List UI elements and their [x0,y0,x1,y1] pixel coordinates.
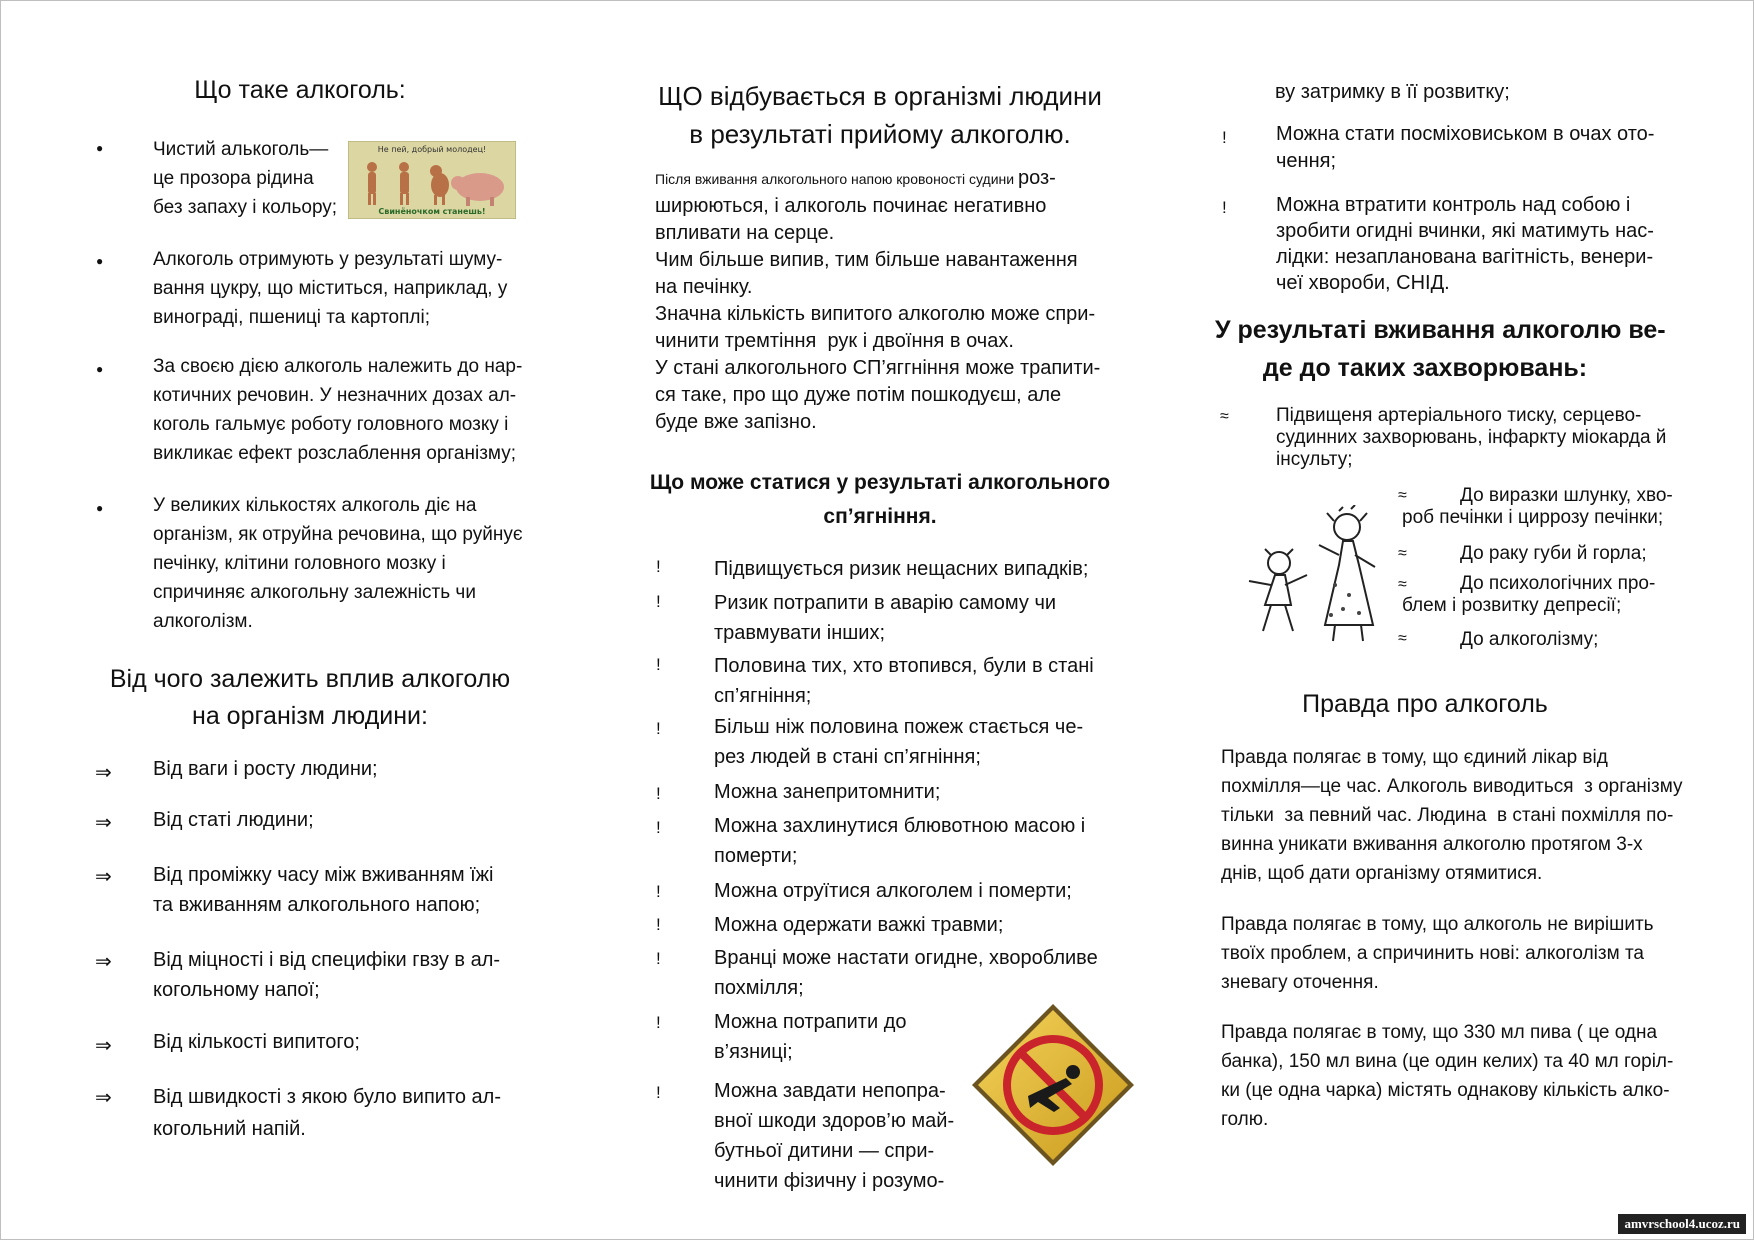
list-item-text: Від швидкості з якою було випито ал- когольний напій. [153,1086,502,1140]
bullet-icon: ● [96,254,104,268]
truth-title: Правда про алкоголь [1302,690,1548,718]
list-item-text: Чистий алькоголь— це прозора рідина без запаху і кольору; [153,139,338,218]
list-item-text: До раку губи й горла; [1460,543,1647,564]
list-item-text: Ризик потрапити в аварію самому чи травмувати інших; [714,592,1057,644]
list-item-text: Можна стати посміховиськом в очах ото- чення; [1276,123,1655,172]
list-item-text: Від проміжку часу між вживанням їжі та вживанням алкогольного напою; [153,864,494,916]
bullet-icon: ● [96,362,104,376]
arrow-icon: ⇒ [95,866,112,888]
list-item-text: Підвищеня артеріального тиску, серцево- судинних захворювань, інфаркту міокарда й інсульту; [1276,405,1667,470]
list-item-text: Вранці може настати огидне, хворобливе похмілля; [714,947,1098,999]
arrow-icon: ⇒ [95,762,112,784]
list-item-text: Від міцності і від специфіки гвзу в ал- когольному напої; [153,949,501,1001]
list-item-text: У великих кількостях алкоголь діє на організм, як отруйна речовина, що руйнує печінку, клітини головного мозку і спричиняє алкогольну залежність чи алкоголізм. [153,495,523,632]
list-item-text: До алкоголізму; [1460,629,1599,650]
exclamation-icon: ! [656,784,661,803]
arrow-icon: ⇒ [95,951,112,973]
no-drinking-sign-icon [968,1000,1138,1170]
list-item-text: Від кількості випитого; [153,1031,360,1053]
approx-icon: ≈ [1398,545,1407,562]
truth-paragraph: Правда полягає в тому, що єдиний лікар від похмілля—це час. Алкоголь виводиться з організму тільки за певний час. Людина в стані похмілля по- винна уникати вживання алкоголю протягом 3-х днів, щоб дати організму отямитися. [1221,747,1683,884]
exclamation-icon: ! [656,592,661,611]
col2-subtitle: Що може статися у результаті алкогольного сп’ягніння. [649,471,1111,528]
list-item-text: Можна втратити контроль над собою і зробити огидні вчинки, які матимуть нас- лідки: незапланована вагітність, венери- чеї хвороби, СНІД. [1276,194,1654,294]
list-item-text: Більш ніж половина пожеж стається че- рез людей в стані сп’ягніння; [714,716,1084,768]
intro-text: роз- ширюються, і алкоголь починає негативно впливати на серце. Чим більше випив, тим більше навантаження на печінку. Значна кількість випитого алкоголю може спри- чинити тремтіння рук і двоїння в очах. У стані алкогольного СП’яггніння може трапити- ся таке, про що дуже потім пошкодуєш, але буде вже запізно. [655,167,1101,433]
exclamation-icon: ! [656,1013,661,1032]
approx-icon: ≈ [1398,487,1407,504]
list-item-text: До психологічних про- блем і розвитку депресії; [1402,573,1656,616]
evolution-to-pig-image [348,141,516,219]
list-item-text: Можна потрапити до в’язниці; [714,1011,907,1063]
list-item-text: До виразки шлунку, хво- роб печінки і циррозу печінки; [1402,485,1673,528]
intro-small-text: Після вживання алкогольного напою кровоності судини [655,171,1018,187]
approx-icon: ≈ [1398,630,1407,647]
col2-intro [655,165,1125,436]
truth-paragraph: Правда полягає в тому, що 330 мл пива ( це одна банка), 150 мл вина (це один келих) та 40 мл горіл- ки (це одна чарка) містять однакову кількість алко- голю. [1221,1022,1674,1130]
exclamation-icon: ! [656,949,661,968]
approx-icon: ≈ [1220,408,1229,425]
exclamation-icon: ! [1222,198,1227,217]
image-top-text: Не пей, добрый молодец! [377,145,487,154]
list-item-text: Алкоголь отримують у результаті шуму- вання цукру, що міститься, наприклад, у винограді, пшениці та картоплі; [153,249,508,328]
image-bottom-text: Свинёночком станешь! [378,207,486,216]
list-item-text: Можна занепритомнити; [714,781,941,803]
arrow-icon: ⇒ [95,812,112,834]
truth-paragraph: Правда полягає в тому, що алкоголь не вирішить твоїх проблем, а спричинить нові: алкоголізм та зневагу оточення. [1221,914,1654,993]
exclamation-icon: ! [656,1083,661,1102]
diseases-title: У результаті вживання алкоголю ве- де до таких захворювань: [1215,316,1666,382]
arrow-icon: ⇒ [95,1087,112,1109]
exclamation-icon: ! [656,655,661,674]
exclamation-icon: ! [656,557,661,576]
approx-icon: ≈ [1398,576,1407,593]
list-item-text: Від ваги і росту людини; [153,758,378,780]
list-item-text: Можна завдати непопра- вної шкоди здоров’ю май- бутньої дитини — спри- чинити фізичну і розумо- [714,1080,955,1192]
bullet-icon: ● [96,501,104,515]
exclamation-icon: ! [1222,128,1227,147]
continuation-text: ву затримку в її розвитку; [1275,81,1510,103]
list-item-text: За своєю дією алкоголь належить до нар- котичних речовин. У незначних дозах ал- коголь гальмує роботу головного мозку і викликає ефект розслаблення організму; [153,356,523,464]
watermark: amvrschool4.ucoz.ru [1618,1214,1746,1234]
col2-title: ЩО відбувається в організмі людини в результаті прийому алкоголю. [658,81,1102,149]
col1-subtitle: Від чого залежить вплив алкоголю на організм людини: [109,665,511,730]
list-item-text: Можна отруїтися алкоголем і померти; [714,880,1072,902]
exclamation-icon: ! [656,719,661,738]
list-item-text: Підвищується ризик нещасних випадків; [714,558,1089,580]
exclamation-icon: ! [656,818,661,837]
exclamation-icon: ! [656,882,661,901]
list-item-text: Можна захлинутися блювотною масою і померти; [714,815,1086,867]
col1-title: Що таке алкоголь: [194,76,406,104]
list-item-text: Від статі людини; [153,809,314,831]
list-item-text: Можна одержати важкі травми; [714,914,1004,936]
exclamation-icon: ! [656,915,661,934]
arguing-couple-cartoon-icon [1235,505,1395,645]
bullet-icon: ● [96,141,104,155]
arrow-icon: ⇒ [95,1035,112,1057]
list-item-text: Половина тих, хто втопився, були в стані сп’ягніння; [714,655,1094,707]
